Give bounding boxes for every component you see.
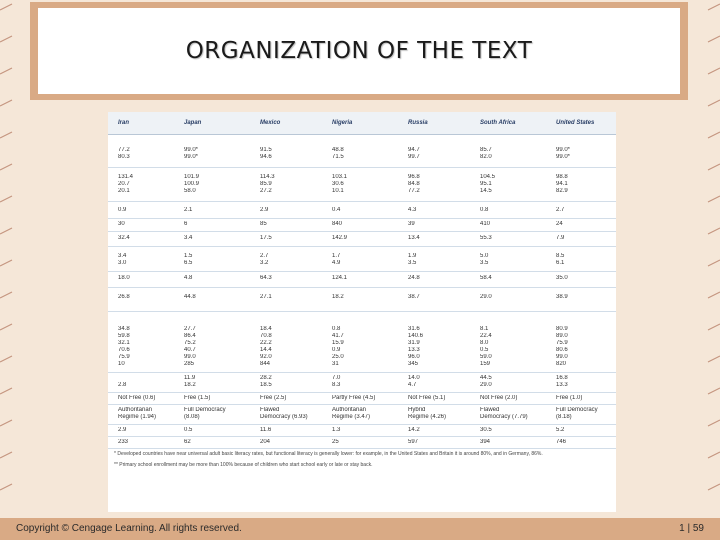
table-cell: 41.7 <box>332 333 344 339</box>
table-row-group <box>108 393 616 404</box>
table-cell: 24.8 <box>408 275 420 281</box>
table-cell: 0.8 <box>332 326 341 332</box>
table-row-group <box>108 405 616 424</box>
table-cell: 31.6 <box>408 326 420 332</box>
table-cell: 18.2 <box>184 382 196 388</box>
table-cell: 82.9 <box>556 188 568 194</box>
table-cell: 30.6 <box>332 181 344 187</box>
table-cell: Not Free (0.6) <box>118 395 156 401</box>
table-row-group <box>108 219 616 231</box>
table-cell: 27.1 <box>260 294 272 300</box>
table-cell: 13.3 <box>408 347 420 353</box>
table-cell: Flawed <box>260 407 280 413</box>
table-cell: 94.1 <box>556 181 568 187</box>
table-cell: 597 <box>408 439 419 445</box>
table-row <box>108 414 616 421</box>
table-cell: 820 <box>556 361 567 367</box>
table-row <box>108 174 616 181</box>
table-cell: 7.0 <box>332 375 341 381</box>
footnote: * Developed countries have near universal adult basic literacy rates, but functional literacy is generally lower: for example, in the United States and Britain it is around 80%, and in Germany, 86%. <box>114 451 543 457</box>
table-cell: 4.3 <box>408 207 417 213</box>
table-cell: 44.5 <box>480 375 492 381</box>
table-row <box>108 407 616 414</box>
table-cell: 0.8 <box>480 207 489 213</box>
table-cell: 6.1 <box>556 260 565 266</box>
table-cell: 99.0* <box>184 154 199 160</box>
table-cell: 14.0 <box>408 375 420 381</box>
table-cell: 4.7 <box>408 382 417 388</box>
table-cell: 14.2 <box>408 427 420 433</box>
table-row <box>108 354 616 361</box>
table-cell: 124.1 <box>332 275 348 281</box>
table-row-group <box>108 135 616 167</box>
table-cell: 18.4 <box>260 326 272 332</box>
table-cell: 27.7 <box>184 326 196 332</box>
table-cell: Authoritarian <box>332 407 367 413</box>
table-cell: 3.2 <box>260 260 269 266</box>
table-row <box>108 260 616 267</box>
table-row <box>108 333 616 340</box>
table-cell: 80.3 <box>118 154 130 160</box>
table-cell: 31.9 <box>408 340 420 346</box>
table-cell: 3.4 <box>184 235 193 241</box>
table-cell: 80.6 <box>556 347 568 353</box>
table-cell: 13.4 <box>408 235 420 241</box>
table-cell: 1.7 <box>332 253 341 259</box>
table-row-group <box>108 425 616 436</box>
table-row <box>108 382 616 389</box>
slide-title: ORGANIZATION OF THE TEXT <box>185 38 533 64</box>
left-decorative-border <box>0 0 14 540</box>
table-cell: Free (1.0) <box>556 395 583 401</box>
table-row <box>108 253 616 260</box>
table-cell: 59.8 <box>118 333 130 339</box>
table-cell: Not Free (5.1) <box>408 395 446 401</box>
table-cell: Free (2.5) <box>260 395 287 401</box>
table-cell: 26.8 <box>118 294 130 300</box>
table-cell: 114.3 <box>260 174 275 180</box>
table-row-group <box>108 202 616 218</box>
table-cell: (8.18) <box>556 414 572 420</box>
table-cell: 92.0 <box>260 354 272 360</box>
table-cell: 29.0 <box>480 294 492 300</box>
table-cell: 410 <box>480 221 491 227</box>
table-cell: 84.8 <box>408 181 420 187</box>
table-row <box>108 207 616 214</box>
table-cell: 70.6 <box>118 347 130 353</box>
table-cell: 48.8 <box>332 147 344 153</box>
table-cell: 25.0 <box>332 354 344 360</box>
table-cell: 131.4 <box>118 174 134 180</box>
table-cell: 75.9 <box>118 354 130 360</box>
table-cell: 27.2 <box>260 188 272 194</box>
table-cell: 32.1 <box>118 340 130 346</box>
table-cell: 285 <box>184 361 195 367</box>
table-cell: 77.2 <box>118 147 130 153</box>
table-cell: 100.9 <box>184 181 200 187</box>
table-cell: 25 <box>332 439 339 445</box>
table-row-group <box>108 247 616 271</box>
table-cell: 17.5 <box>260 235 272 241</box>
table-cell: 2.9 <box>118 427 127 433</box>
table-row <box>108 361 616 368</box>
table-cell: Regime (1.94) <box>118 414 157 420</box>
table-cell: 1.5 <box>184 253 193 259</box>
table-cell: 4.9 <box>332 260 341 266</box>
table-cell: 80.9 <box>556 326 568 332</box>
table-cell: 77.2 <box>408 188 420 194</box>
table-cell: Authoritarian <box>118 407 153 413</box>
table-cell: 1.3 <box>332 427 341 433</box>
table-cell: 0.5 <box>480 347 489 353</box>
table-row <box>108 235 616 242</box>
table-footnotes <box>108 449 616 471</box>
table-cell: 94.6 <box>260 154 272 160</box>
table-cell: 746 <box>556 439 567 445</box>
footnote: ** Primary school enrollment may be more than 100% because of children who start school early or late or stay back. <box>114 462 373 468</box>
table-cell: Democracy (7.79) <box>480 414 528 420</box>
table-cell: 394 <box>480 439 491 445</box>
table-cell: 2.8 <box>118 382 127 388</box>
table-cell: 85 <box>260 221 267 227</box>
table-cell: 101.9 <box>184 174 200 180</box>
table-cell: 16.8 <box>556 375 568 381</box>
table-cell: 3.4 <box>118 253 127 259</box>
table-row-group <box>108 312 616 372</box>
table-cell: 2.7 <box>260 253 269 259</box>
table-cell: 38.9 <box>556 294 568 300</box>
footer-bar <box>0 518 720 540</box>
table-cell: 31 <box>332 361 339 367</box>
table-cell: 142.9 <box>332 235 348 241</box>
header-south-africa: South Africa <box>480 120 516 126</box>
table-row <box>108 221 616 228</box>
table-cell: 4.8 <box>184 275 193 281</box>
table-cell: Flawed <box>480 407 500 413</box>
table-cell: 55.3 <box>480 235 492 241</box>
table-cell: 13.3 <box>556 382 568 388</box>
table-row <box>108 294 616 301</box>
country-comparison-table <box>108 112 616 512</box>
table-cell: 30 <box>118 221 125 227</box>
table-cell: 6 <box>184 221 188 227</box>
table-cell: 34.8 <box>118 326 130 332</box>
table-cell: 35.0 <box>556 275 568 281</box>
table-cell: 99.0* <box>184 147 199 153</box>
table-cell: Free (1.5) <box>184 395 211 401</box>
table-row-group <box>108 288 616 311</box>
table-cell: 8.0 <box>480 340 489 346</box>
table-cell: 20.7 <box>118 181 130 187</box>
table-cell: 140.6 <box>408 333 424 339</box>
table-cell: 24 <box>556 221 563 227</box>
table-row <box>108 427 616 434</box>
header-united-states: United States <box>556 120 595 126</box>
table-row <box>108 347 616 354</box>
table-cell: Full Democracy <box>184 407 226 413</box>
title-box <box>38 8 680 94</box>
table-cell: 6.5 <box>184 260 193 266</box>
table-cell: 30.5 <box>480 427 492 433</box>
table-cell: 14.5 <box>480 188 492 194</box>
table-cell: Partly Free (4.5) <box>332 395 376 401</box>
table-row <box>108 181 616 188</box>
table-row-group <box>108 168 616 201</box>
table-cell: 103.1 <box>332 174 348 180</box>
table-cell: 0.9 <box>332 347 341 353</box>
table-row-group <box>108 272 616 287</box>
table-cell: 18.2 <box>332 294 344 300</box>
header-iran: Iran <box>118 120 130 126</box>
table-cell: Democracy (6.93) <box>260 414 308 420</box>
table-cell: 15.9 <box>332 340 344 346</box>
table-cell: 233 <box>118 439 129 445</box>
header-mexico: Mexico <box>260 120 281 126</box>
table-cell: 2.7 <box>556 207 565 213</box>
table-cell: 18.5 <box>260 382 272 388</box>
table-row <box>108 188 616 195</box>
table-cell: 0.9 <box>118 207 127 213</box>
table-cell: 11.6 <box>260 427 272 433</box>
table-cell: 71.5 <box>332 154 344 160</box>
header-nigeria: Nigeria <box>332 120 353 126</box>
table-row-group <box>108 232 616 246</box>
table-cell: 99.0 <box>184 354 196 360</box>
table-row <box>108 275 616 282</box>
table-cell: 91.5 <box>260 147 272 153</box>
table-row <box>108 375 616 382</box>
table-row <box>108 395 616 402</box>
table-cell: 159 <box>480 361 491 367</box>
table-body <box>108 135 616 449</box>
title-band <box>30 2 688 100</box>
table-cell: 99.0* <box>556 147 571 153</box>
table-cell: 2.1 <box>184 207 193 213</box>
table-cell: 40.7 <box>184 347 196 353</box>
table-cell: 39 <box>408 221 415 227</box>
table-cell: 58.0 <box>184 188 196 194</box>
table-cell: 204 <box>260 439 271 445</box>
table-cell: 75.2 <box>184 340 196 346</box>
table-cell: 345 <box>408 361 419 367</box>
table-cell: 18.0 <box>118 275 130 281</box>
table-cell: 70.8 <box>260 333 272 339</box>
header-russia: Russia <box>408 120 428 126</box>
table-cell: 3.0 <box>118 260 127 266</box>
table-cell: Full Democracy <box>556 407 598 413</box>
table-cell: 5.0 <box>480 253 489 259</box>
table-cell: 95.1 <box>480 181 492 187</box>
table-cell: 1.9 <box>408 253 417 259</box>
table-row <box>108 340 616 347</box>
table-row <box>108 326 616 333</box>
table-cell: 8.1 <box>480 326 489 332</box>
table-cell: 11.9 <box>184 375 196 381</box>
table-cell: 62 <box>184 439 191 445</box>
table-cell: Not Free (2.0) <box>480 395 518 401</box>
table-cell: 85.9 <box>260 181 272 187</box>
table-cell: 10 <box>118 361 125 367</box>
page-number: 1 | 59 <box>679 523 704 534</box>
table-cell: 58.4 <box>480 275 492 281</box>
table-cell: 94.7 <box>408 147 420 153</box>
table-cell: 99.0 <box>556 354 568 360</box>
table-cell: 3.5 <box>408 260 417 266</box>
table-cell: 8.5 <box>556 253 565 259</box>
table-cell: 5.2 <box>556 427 565 433</box>
table-cell: 22.2 <box>260 340 272 346</box>
table-cell: 8.3 <box>332 382 341 388</box>
table-cell: 7.9 <box>556 235 565 241</box>
table-cell: Regime (4.26) <box>408 414 447 420</box>
right-decorative-border <box>706 0 720 540</box>
table-cell: Regime (3.47) <box>332 414 371 420</box>
table-header-row <box>108 112 616 135</box>
table-cell: 99.7 <box>408 154 420 160</box>
table-cell: (8.08) <box>184 414 200 420</box>
table-cell: 3.5 <box>480 260 489 266</box>
table-cell: 28.2 <box>260 375 272 381</box>
table-cell: 10.1 <box>332 188 344 194</box>
header-japan: Japan <box>184 120 202 126</box>
table-cell: 32.4 <box>118 235 130 241</box>
table-cell: 89.0 <box>556 333 568 339</box>
table-row <box>108 154 616 161</box>
table-row <box>108 439 616 446</box>
table-cell: 85.7 <box>480 147 492 153</box>
table-cell: Hybrid <box>408 407 426 413</box>
table-cell: 38.7 <box>408 294 420 300</box>
table-cell: 82.0 <box>480 154 492 160</box>
table-cell: 44.8 <box>184 294 196 300</box>
table-cell: 844 <box>260 361 271 367</box>
table-cell: 98.8 <box>556 174 568 180</box>
table-cell: 104.5 <box>480 174 496 180</box>
table-cell: 840 <box>332 221 343 227</box>
table-row <box>108 147 616 154</box>
table-cell: 0.4 <box>332 207 341 213</box>
table-cell: 22.4 <box>480 333 492 339</box>
table-row-group <box>108 373 616 392</box>
table-cell: 96.8 <box>408 174 420 180</box>
table-cell: 75.9 <box>556 340 568 346</box>
table-row-group <box>108 437 616 448</box>
table-cell: 20.1 <box>118 188 130 194</box>
table-cell: 2.9 <box>260 207 269 213</box>
table-cell: 59.0 <box>480 354 492 360</box>
table-cell: 64.3 <box>260 275 272 281</box>
table-cell: 0.5 <box>184 427 193 433</box>
table-cell: 86.4 <box>184 333 196 339</box>
copyright-notice: Copyright © Cengage Learning. All rights reserved. <box>16 523 242 534</box>
table-cell: 96.0 <box>408 354 420 360</box>
table-cell: 99.0* <box>556 154 571 160</box>
table-cell: 14.4 <box>260 347 272 353</box>
table-cell: 29.0 <box>480 382 492 388</box>
